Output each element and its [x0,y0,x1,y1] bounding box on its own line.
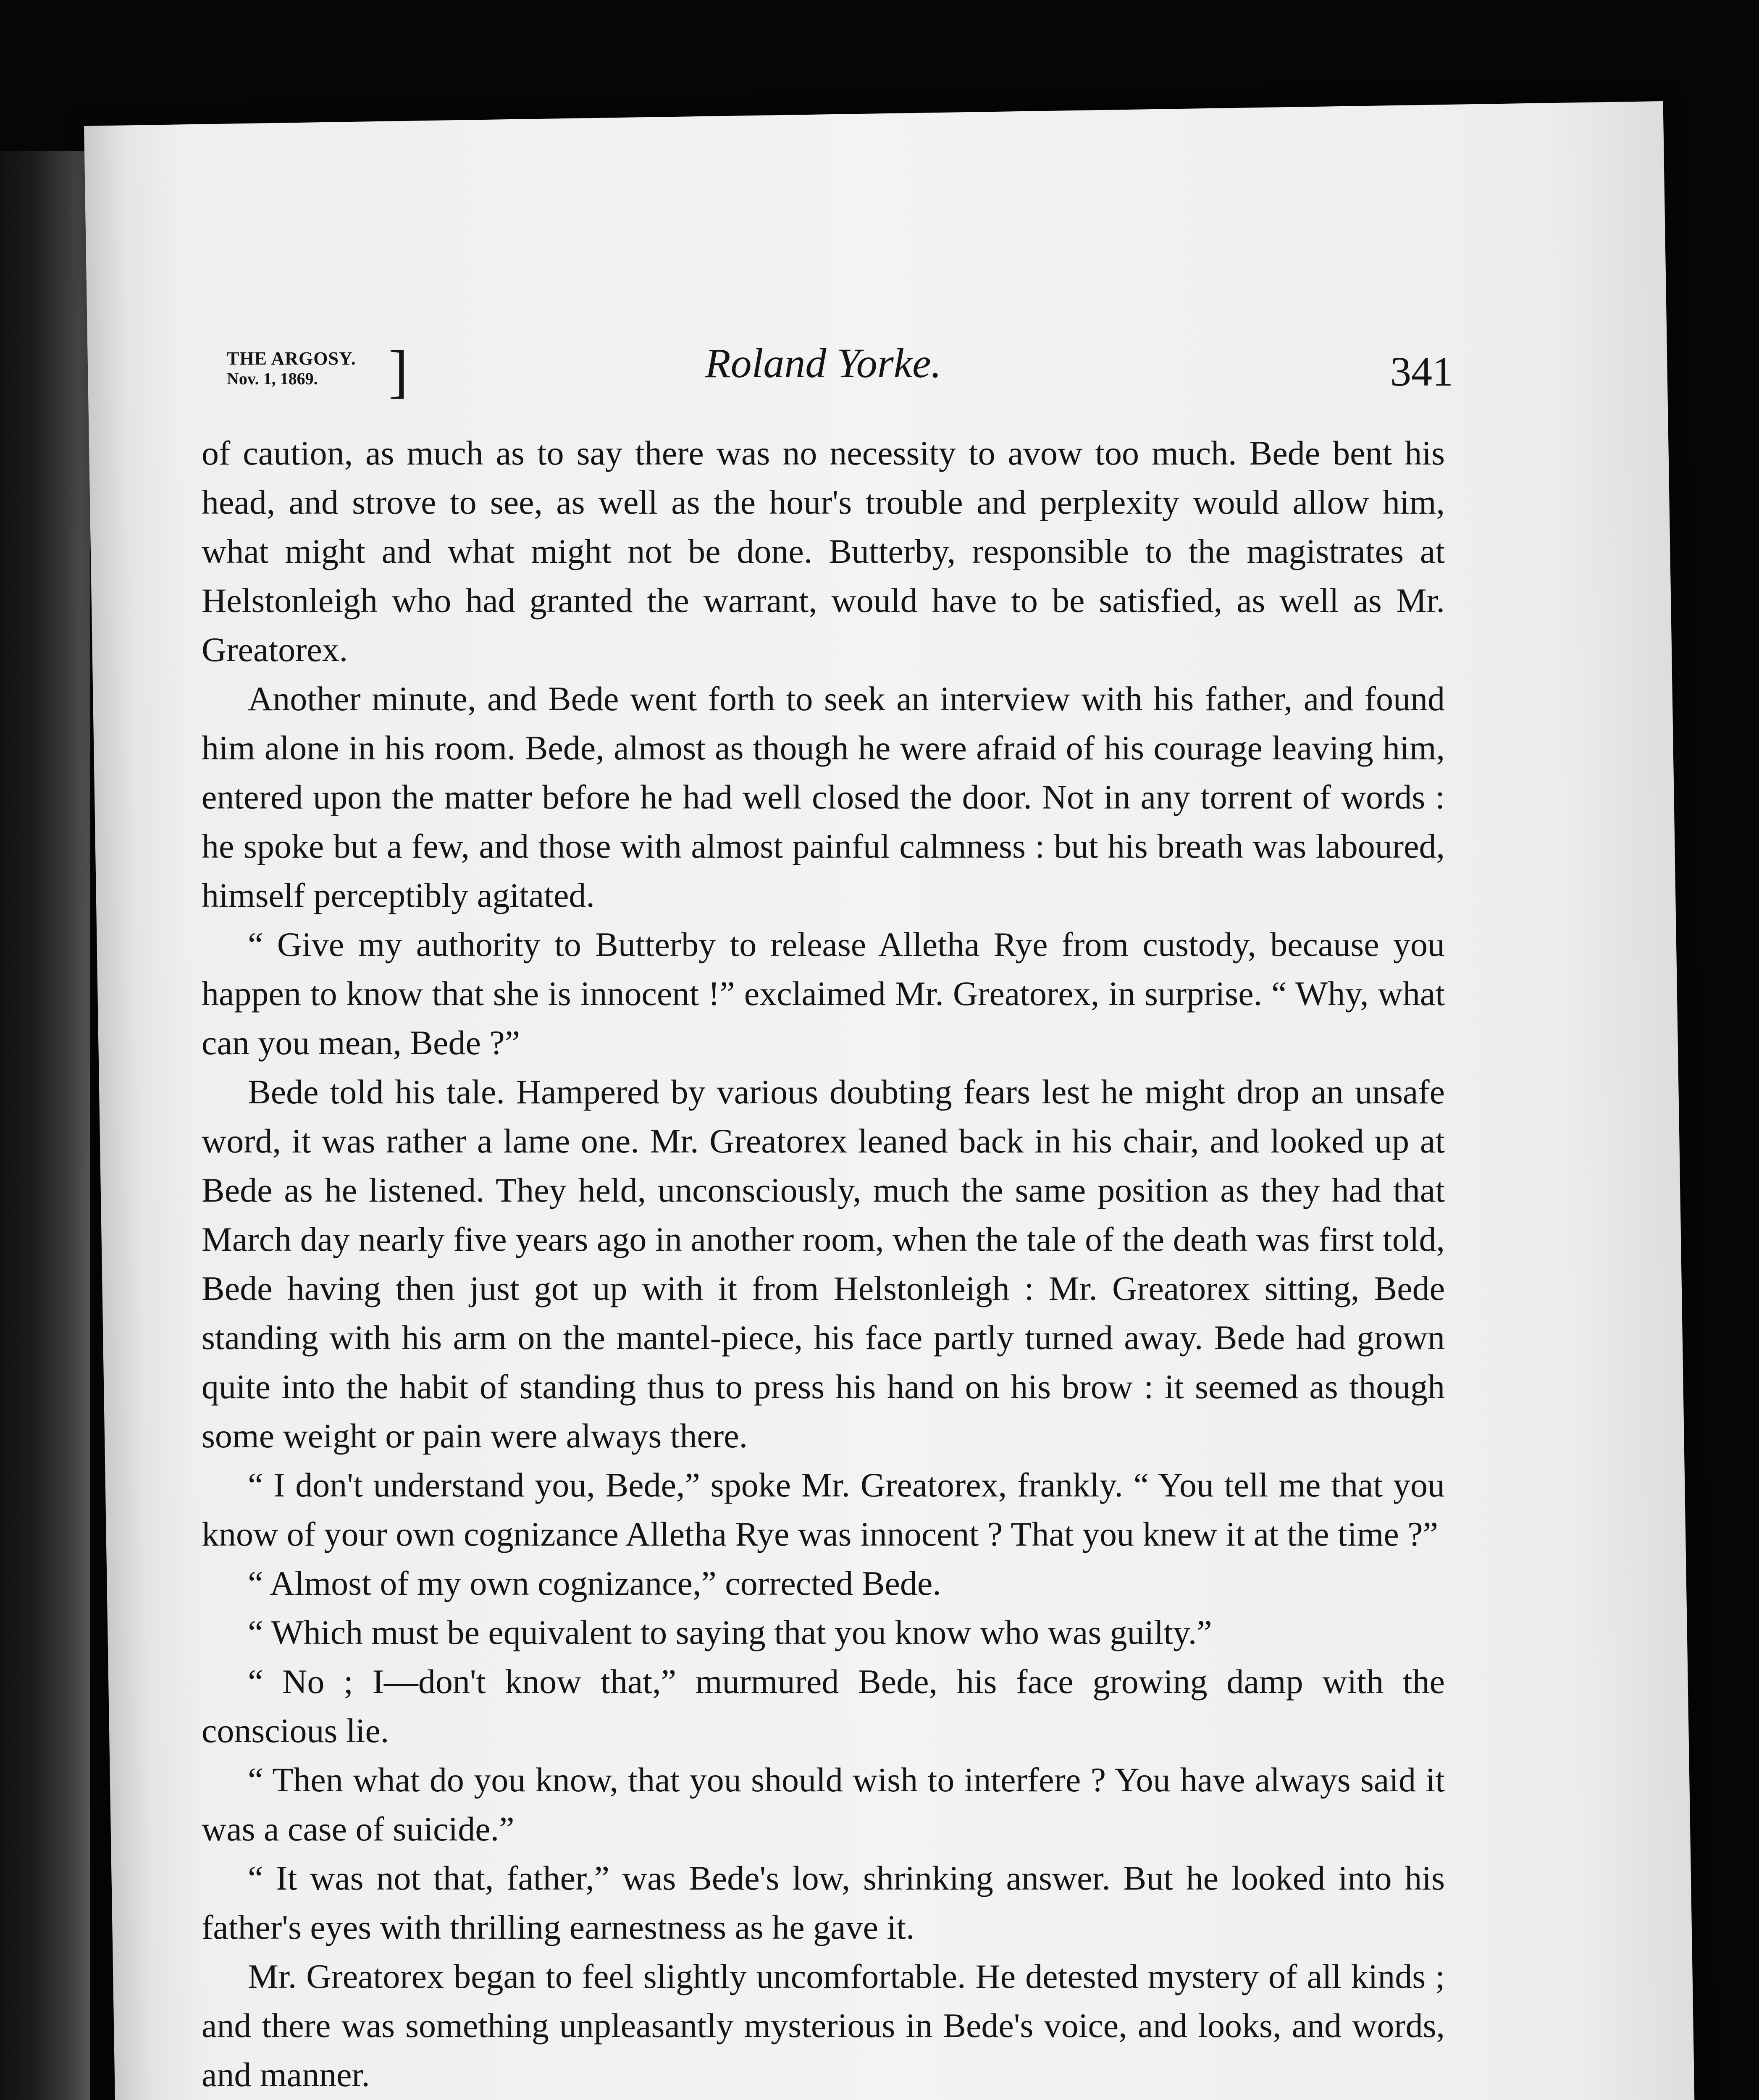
paragraph: “ It was not that, father,” was Bede's low, shrinking answer. But he looked into his father's eyes with thrilling earnestness as he gave it. [202,1859,1445,1946]
paragraph: “ Which must be equivalent to saying that you know who was guilty.” [248,1613,1212,1651]
body-text [202,428,1445,2100]
paragraph: “ Give my authority to Butterby to release Alletha Rye from custody, because you happen to know that she is innocent !” exclaimed Mr. Greatorex, in surprise. “ Why, what can you mean, Bede ?” [202,925,1445,1062]
bracket-mark: ] [389,339,408,404]
periodical-name: THE ARGOSY. [227,348,356,369]
paragraph: “ Almost of my own cognizance,” corrected Bede. [248,1564,941,1602]
previous-page-edge [0,151,90,2100]
paragraph: “ I don't understand you, Bede,” spoke Mr. Greatorex, frankly. “ You tell me that you know of your own cognizance Alletha Rye was innocent ? That you knew it at the time ?” [202,1466,1445,1553]
paragraph: “ No ; I—don't know that,” murmured Bede, his face growing damp with the conscious lie. [202,1662,1445,1750]
paragraph: “ Then what do you know, that you should wish to interfere ? You have always said it was a case of suicide.” [202,1761,1445,1848]
page-header [202,319,1453,428]
paragraph: Bede told his tale. Hampered by various doubting fears lest he might drop an unsafe word, it was rather a lame one. Mr. Greatorex leaned back in his chair, and looked up at Bede as he listened. They held, unconsciously, much the same position as they had that March day nearly five years ago in another room, when the tale of the death was first told, Bede having then just got up with it from Helstonleigh : Mr. Greatorex sitting, Bede standing with his arm on the mantel-piece, his face partly turned away. Bede had grown quite into the habit of standing thus to press his hand on his brow : it seemed as though some weight or pain were always there. [202,1073,1445,1455]
page-content [202,319,1453,2100]
page-number: 341 [1390,348,1453,395]
periodical-date: Nov. 1, 1869. [227,369,318,388]
paragraph: Mr. Greatorex began to feel slightly uncomfortable. He detested mystery of all kinds ; and there was something unpleasantly mysterious in Bede's voice, and looks, and words, and manner. [202,1957,1445,2094]
paragraph: of caution, as much as to say there was no necessity to avow too much. Bede bent his head, and strove to see, as well as the hour's trouble and perplexity would allow him, what might and what might not be done. Butterby, responsible to the magistrates at Helstonleigh who had granted the warrant, would have to be satisfied, as well as Mr. Greatorex. [202,434,1445,669]
paragraph: Another minute, and Bede went forth to seek an interview with his father, and found him alone in his room. Bede, almost as though he were afraid of his courage leaving him, entered upon the matter before he had well closed the door. Not in any torrent of words : he spoke but a few, and those with almost painful calmness : but his breath was laboured, himself perceptibly agitated. [202,680,1445,914]
page-title: Roland Yorke. [705,340,942,386]
